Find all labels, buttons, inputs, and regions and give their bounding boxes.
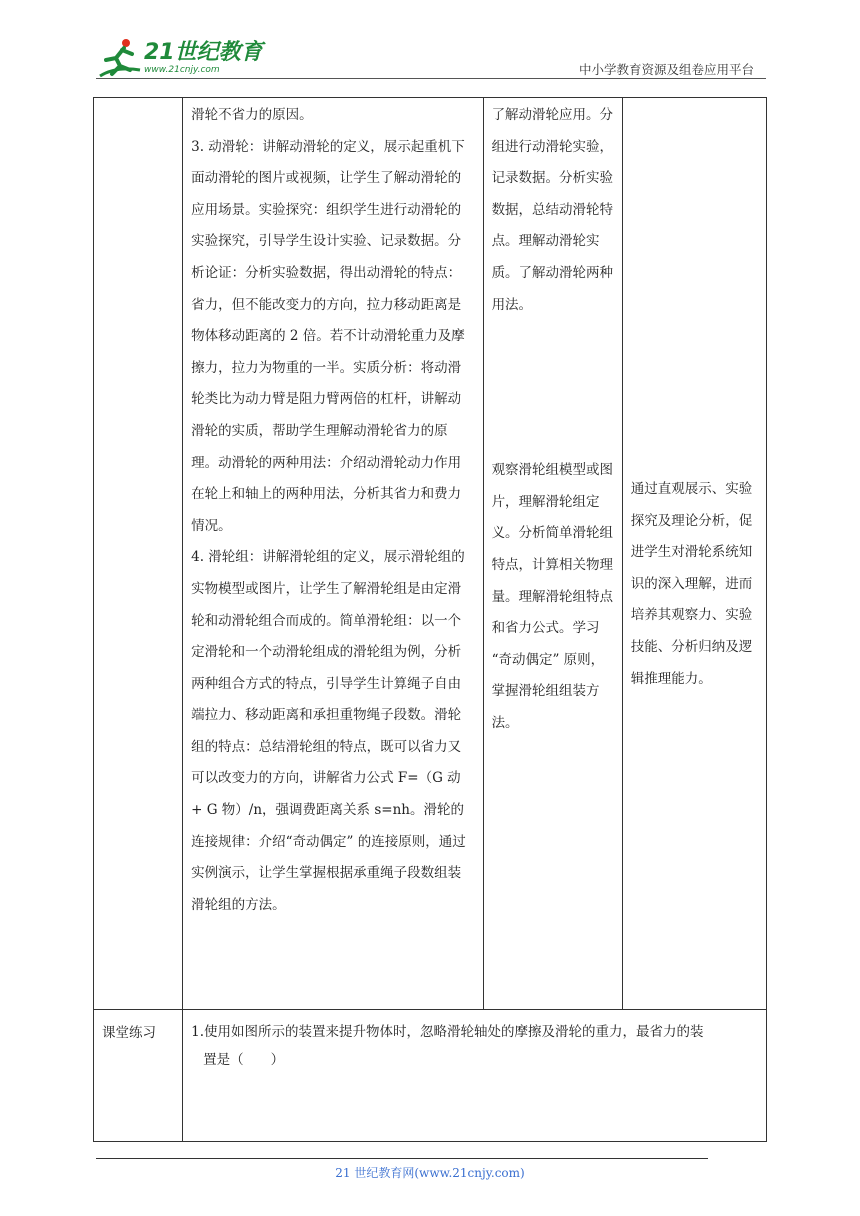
page-header (96, 28, 766, 78)
logo (96, 36, 263, 80)
practice-label: 课堂练习 (102, 1025, 156, 1041)
teacher-text-1: 滑轮不省力的原因。 (191, 107, 313, 123)
table-row (94, 1010, 767, 1142)
logo-title: 21世纪教育 (144, 40, 263, 65)
table-row (94, 98, 767, 1010)
student-text-1: 了解动滑轮应用。分组进行动滑轮实验，记录数据。分析实验数据，总结动滑轮特点。理解动滑轮实质。了解动滑轮两种用法。 (491, 107, 614, 313)
practice-question-cell (183, 1010, 767, 1142)
header-divider (96, 78, 766, 79)
student-activity-cell (483, 98, 622, 1010)
platform-title: 中小学教育资源及组卷应用平台 (578, 62, 754, 77)
logo-url: www.21cnjy.com (144, 65, 220, 75)
lesson-plan-table (93, 97, 767, 1142)
practice-question-line-1: 1.使用如图所示的装置来提升物体时，忽略滑轮轴处的摩擦及滑轮的重力，最省力的装 (191, 1024, 704, 1040)
design-intent-cell (622, 98, 766, 1010)
intent-text-1: 通过直观展示、实验探究及理论分析，促进学生对滑轮系统知识的深入理解，进而培养其观察力、实验技能、分析归纳及逻辑推理能力。 (630, 481, 753, 687)
runner-logo-icon (96, 36, 142, 80)
teacher-text-3: 4. 滑轮组：讲解滑轮组的定义，展示滑轮组的实物模型或图片，让学生了解滑轮组是由定滑轮和动滑轮组合而成的。简单滑轮组：以一个定滑轮和一个动滑轮组成的滑轮组为例，分析两种组合方式的特点，引导学生计算绳子自由端拉力、移动距离和承担重物绳子段数。滑轮组的特点：总结滑轮组的特点，既可以省力又可以改变力的方向，讲解省力公式 F=（G 动 + G 物）/n，强调费距离关系 s=nh。滑轮的连接规律：介绍“奇动偶定” 的连接原则，通过实例演示，让学生掌握根据承重绳子段数组装滑轮组的方法。 (191, 549, 466, 913)
practice-question-line-2: 置是（ ） (203, 1052, 285, 1068)
student-text-2: 观察滑轮组模型或图片，理解滑轮组定义。分析简单滑轮组特点，计算相关物理量。理解滑轮组特点和省力公式。学习 “奇动偶定” 原则，掌握滑轮组组装方法。 (491, 462, 614, 731)
stage-cell (94, 98, 183, 1010)
practice-label-cell (94, 1010, 183, 1142)
teacher-activity-cell (183, 98, 483, 1010)
footer-link[interactable]: 21 世纪教育网(www.21cnjy.com) (335, 1166, 525, 1180)
teacher-text-2: 3. 动滑轮：讲解动滑轮的定义，展示起重机下面动滑轮的图片或视频，让学生了解动滑轮的应用场景。实验探究：组织学生进行动滑轮的实验探究，引导学生设计实验、记录数据。分析论证：分析实验数据，得出动滑轮的特点：省力，但不能改变力的方向，拉力移动距离是物体移动距离的 2 倍。若不计动滑轮重力及摩擦力，拉力为物重的一半。实质分析：将动滑轮类比为动力臂是阻力臂两倍的杠杆，讲解动滑轮的实质，帮助学生理解动滑轮省力的原理。动滑轮的两种用法：介绍动滑轮动力作用在轮上和轴上的两种用法，分析其省力和费力情况。 (191, 138, 465, 534)
footer-divider (96, 1158, 708, 1159)
